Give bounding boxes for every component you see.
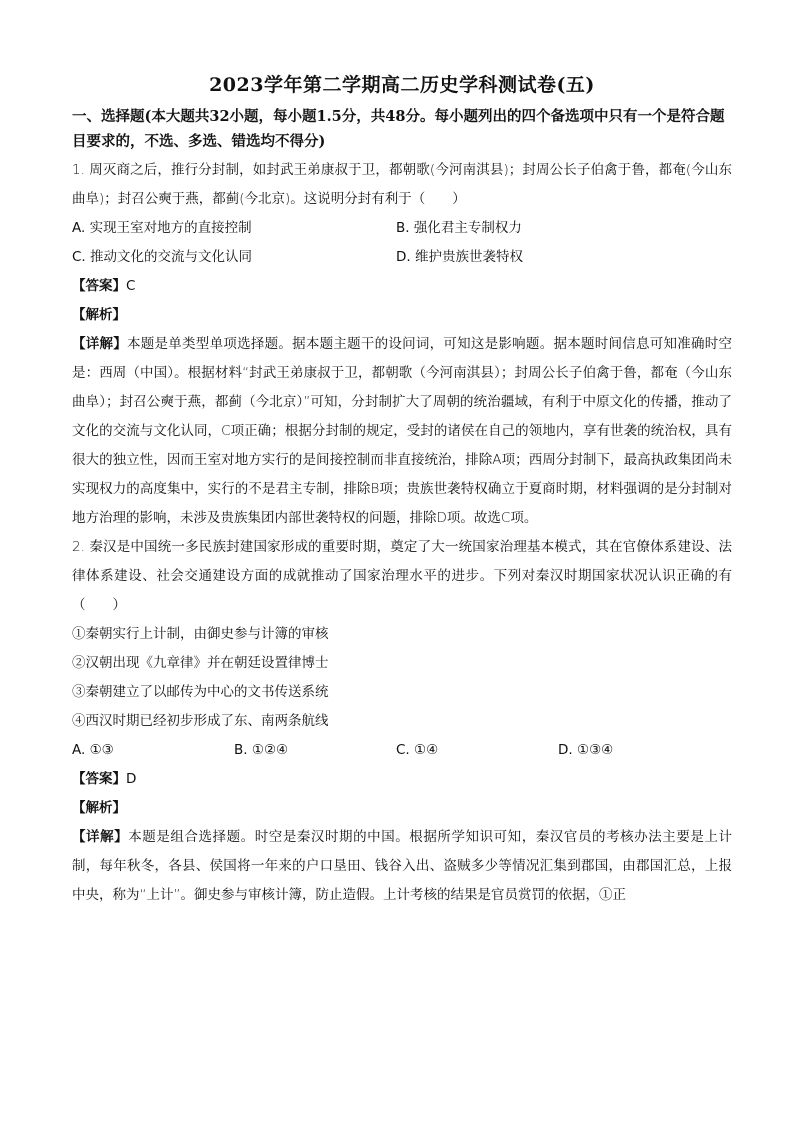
- section-heading: 一、选择题(本大题共32小题，每小题1.5分，共48分。每小题列出的四个备选项中只有一个是符合题目要求的，不选、多选、错选均不得分): [72, 108, 725, 150]
- question-1-options-row2: [72, 243, 732, 272]
- detail-text: 本题是单类型单项选择题。据本题主题干的设问词，可知这是影响题。据本题时间信息可知准确时空是：西周（中国）。根据材料“封武王弟康叔于卫，都朝歌（今河南淇县）；封周公长子伯禽于鲁，都奄（今山东曲阜）；封召公奭于燕，都蓟（今北京）”可知，分封制扩大了周朝的统治疆域，有利于中原文化的传播，推动了文化的交流与文化认同，C项正确；根据分封制的规定，受封的诸侯在自己的领地内，享有世袭的统治权，具有很大的独立性，因而王室对地方实行的是间接控制而非直接统治，排除A项；西周分封制下，最高执政集团尚未实现权力的高度集中，实行的不是君主专制，排除B项；贵族世袭特权确立于夏商时期，材料强调的是分封制对地方治理的影响，未涉及贵族集团内部世袭特权的问题，排除D项。故选C项。: [72, 336, 733, 526]
- analysis-line: [72, 794, 732, 823]
- question-2-options: [72, 736, 732, 765]
- statement-1: ①秦朝实行上计制，由御史参与计簿的审核: [72, 626, 329, 642]
- answer-value: C: [126, 278, 136, 294]
- option-a: A. ①③: [72, 742, 114, 758]
- analysis-line: [72, 301, 732, 330]
- detail-paragraph: [72, 330, 732, 533]
- analysis-label: 【解析】: [72, 307, 126, 323]
- exam-page: [72, 70, 732, 910]
- detail-paragraph: [72, 823, 732, 910]
- analysis-label: 【解析】: [72, 800, 126, 816]
- question-1-stem: 1. 周灭商之后，推行分封制，如封武王弟康叔于卫，都朝歌(今河南淇县)；封周公长子伯禽于鲁，都奄(今山东曲阜)；封召公奭于燕，都蓟(今北京)。这说明分封有利于（ ）: [72, 162, 732, 207]
- detail-label: 【详解】: [72, 829, 129, 845]
- option-d: D. 维护贵族世袭特权: [396, 249, 523, 265]
- question-1-options: [72, 214, 732, 243]
- option-b: B. ①②④: [234, 742, 289, 758]
- question-1: [72, 156, 732, 533]
- question-2-stem: 2. 秦汉是中国统一多民族封建国家形成的重要时期，奠定了大一统国家治理基本模式，其在官僚体系建设、法律体系建设、社会交通建设方面的成就推动了国家治理水平的进步。下列对秦汉时期国家状况认识正确的有（ ）: [72, 539, 732, 613]
- detail-text: 本题是组合选择题。时空是秦汉时期的中国。根据所学知识可知，秦汉官员的考核办法主要是上计制，每年秋冬，各县、侯国将一年来的户口垦田、钱谷入出、盗贼多少等情况汇集到郡国，由郡国汇总，上报中央，称为“上计”。御史参与审核计簿，防止造假。上计考核的结果是官员赏罚的依据，①正: [72, 829, 733, 903]
- statement-3: ③秦朝建立了以邮传为中心的文书传送系统: [72, 684, 329, 700]
- answer-label: 【答案】: [72, 278, 126, 294]
- statement-2: ②汉朝出现《九章律》并在朝廷设置律博士: [72, 655, 329, 671]
- answer-value: D: [126, 771, 137, 787]
- answer-label: 【答案】: [72, 771, 126, 787]
- option-b: B. 强化君主专制权力: [396, 220, 522, 236]
- answer-line: [72, 272, 732, 301]
- page-title: 2023学年第二学期高二历史学科测试卷(五): [209, 74, 595, 96]
- option-a: A. 实现王室对地方的直接控制: [72, 220, 252, 236]
- question-2: [72, 533, 732, 910]
- answer-line: [72, 765, 732, 794]
- detail-label: 【详解】: [72, 336, 128, 352]
- option-d: D. ①③④: [558, 742, 614, 758]
- statement-4: ④西汉时期已经初步形成了东、南两条航线: [72, 713, 329, 729]
- option-c: C. 推动文化的交流与文化认同: [72, 249, 253, 265]
- option-c: C. ①④: [396, 742, 439, 758]
